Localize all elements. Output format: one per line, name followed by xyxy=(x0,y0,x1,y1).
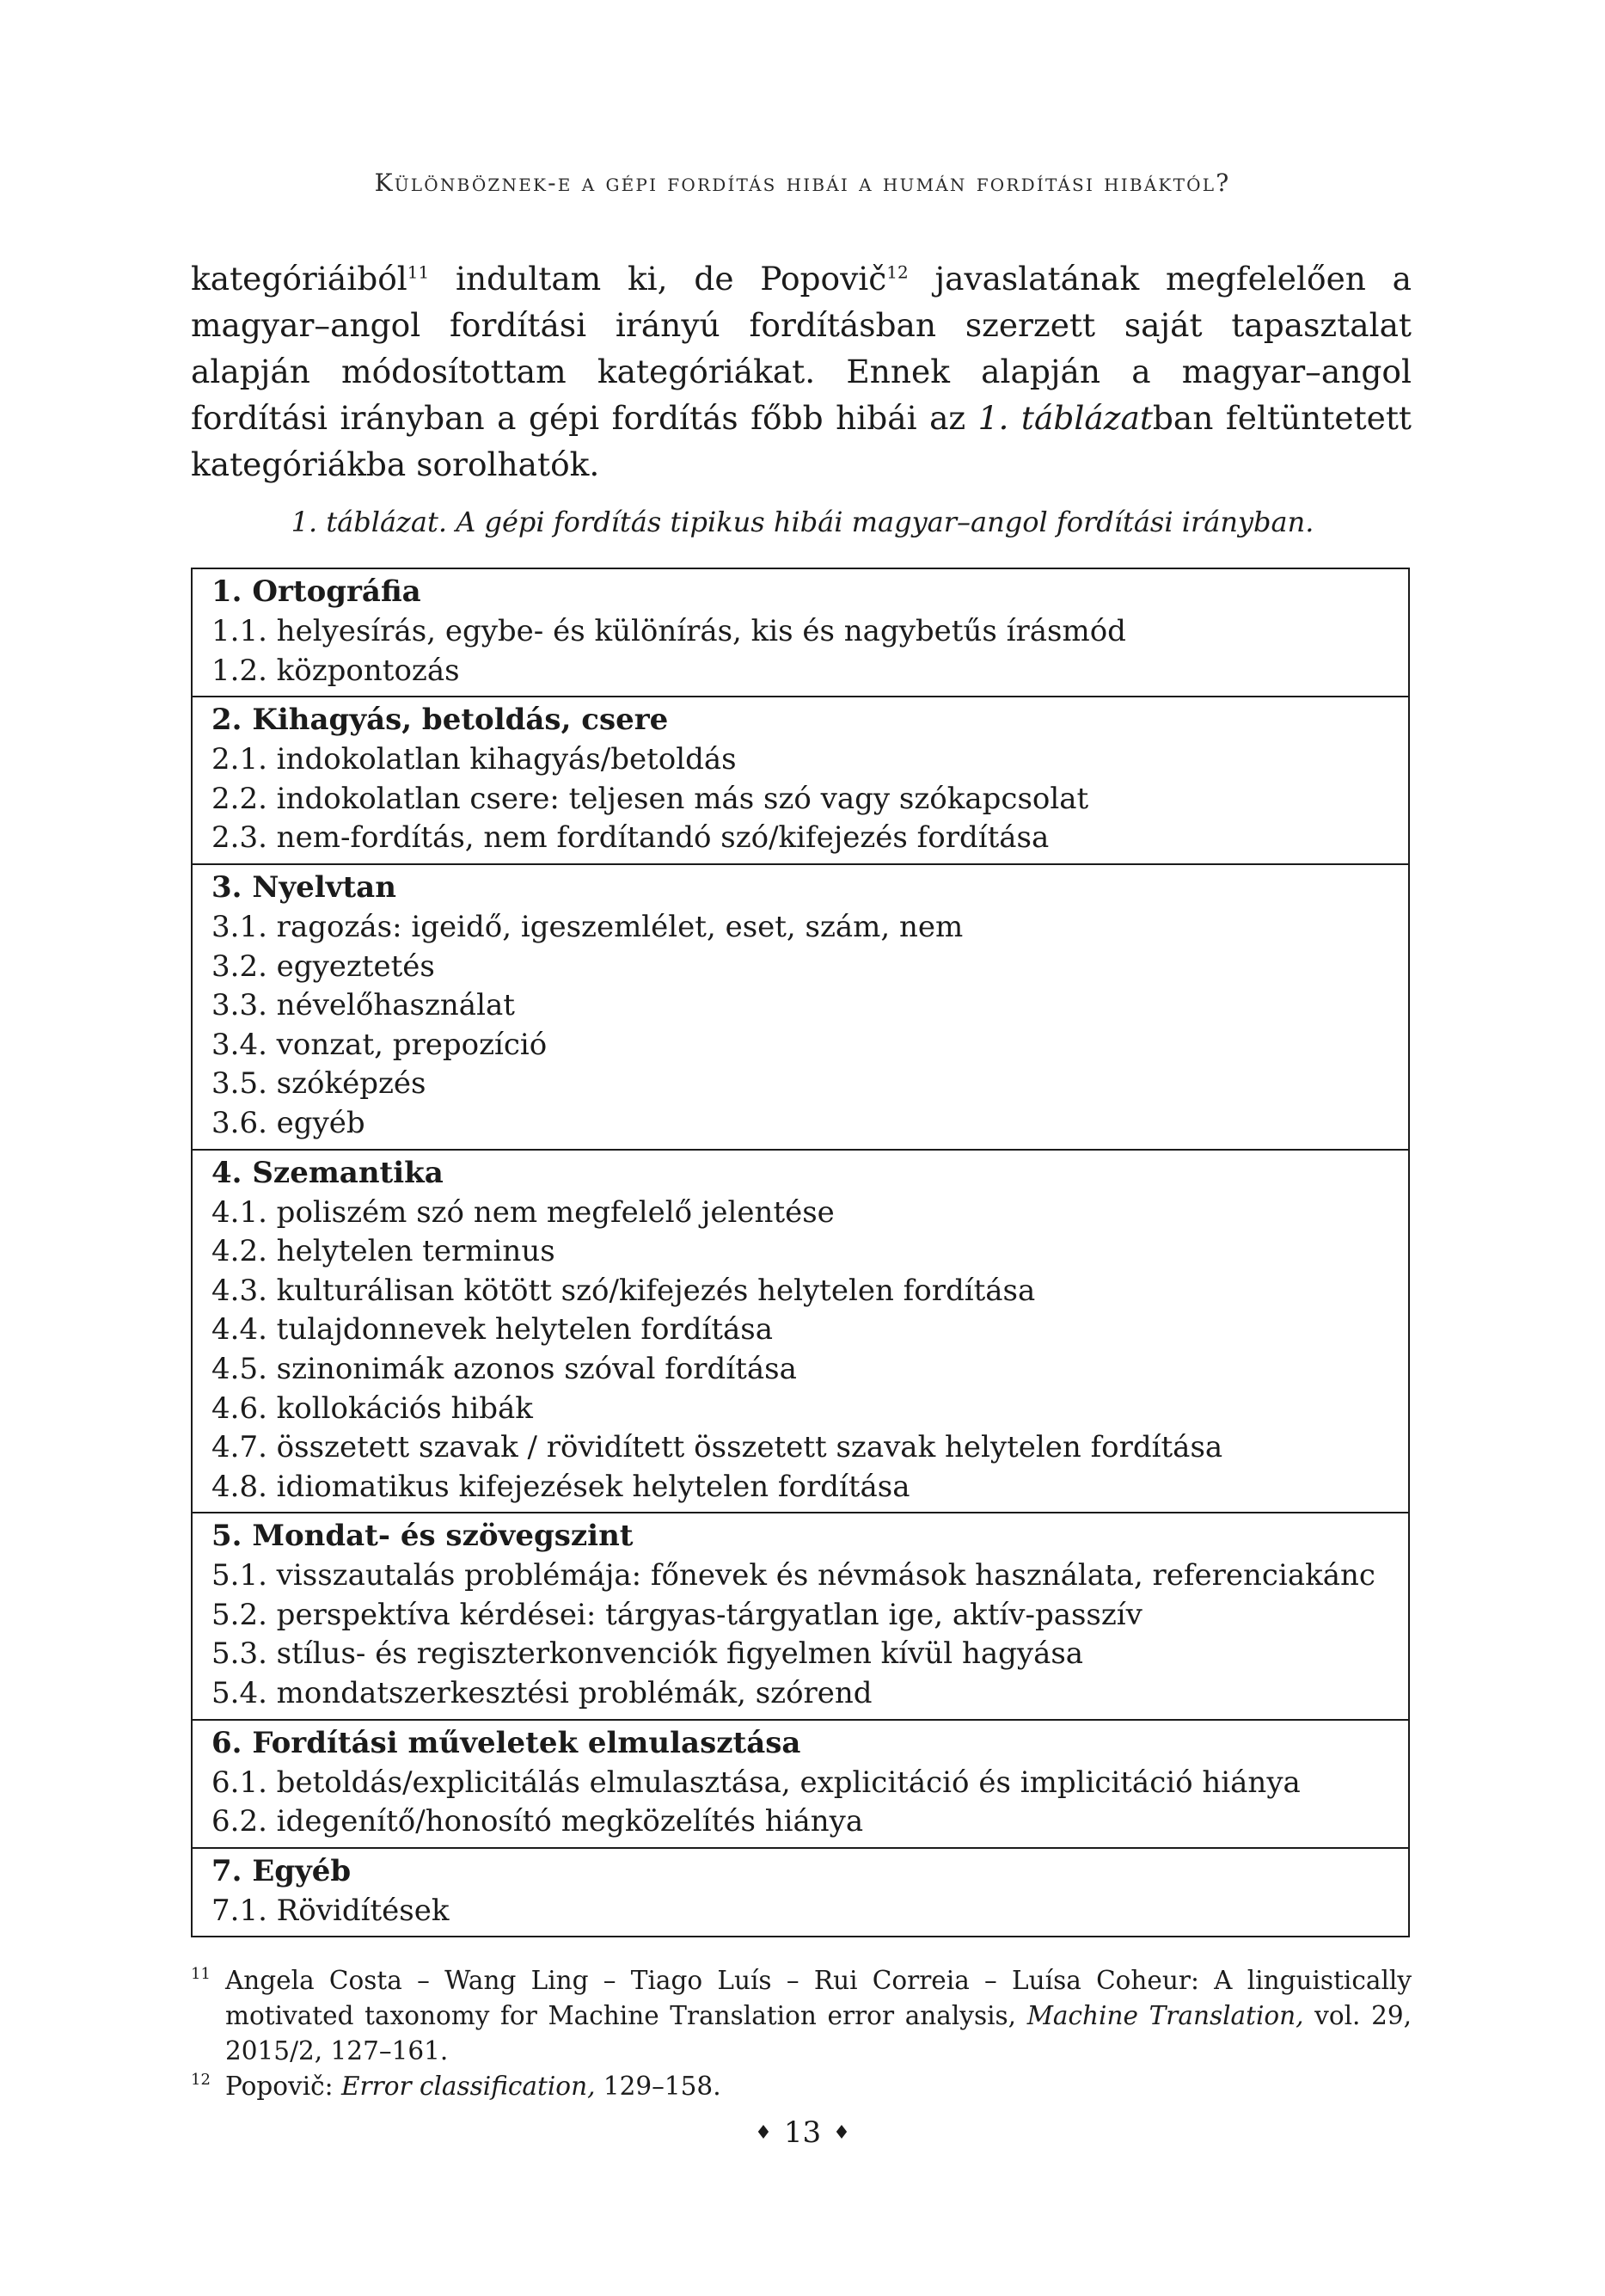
category-item: 2.3. nem-fordítás, nem fordítandó szó/kifejezés fordítása xyxy=(211,820,1050,856)
category-item: 3.4. vonzat, prepozíció xyxy=(211,1027,548,1062)
bullet-ornament: ♦ xyxy=(755,2122,772,2144)
category-cell xyxy=(192,1848,1409,1937)
body-paragraph xyxy=(191,255,1412,488)
bullet-ornament: ♦ xyxy=(833,2122,850,2144)
table-row xyxy=(192,1848,1409,1937)
category-cell xyxy=(192,1150,1409,1513)
category-item: 4.6. kollokációs hibák xyxy=(211,1390,533,1426)
page-number: 13 xyxy=(783,2115,822,2150)
category-item: 5.4. mondatszerkesztési problémák, szórend xyxy=(211,1676,873,1711)
category-item: 3.1. ragozás: igeidő, igeszemlélet, eset, szám, nem xyxy=(211,909,964,944)
category-title: 4. Szemantika xyxy=(211,1155,444,1190)
footnote-number: 12 xyxy=(191,2071,211,2089)
page-number-line xyxy=(0,2115,1605,2150)
footnote-text: Angela Costa – Wang Ling – Tiago Luís – Rui Correia – Luísa Coheur: A linguistically motivated taxonomy for Machine Translation error analysis, xyxy=(225,1966,1412,2030)
category-item: 5.1. visszautalás problémája: főnevek és névmások használata, referenciakánc xyxy=(211,1558,1375,1593)
category-item: 3.6. egyéb xyxy=(211,1105,365,1140)
paragraph-text: ban feltüntetett kategóriákba sorolhatók. xyxy=(191,399,1412,483)
category-item: 1.2. központozás xyxy=(211,653,460,688)
table-row xyxy=(192,1720,1409,1848)
category-item: 3.3. névelőhasználat xyxy=(211,988,515,1023)
category-item: 4.1. poliszém szó nem megfelelő jelentése xyxy=(211,1194,835,1230)
category-item: 4.2. helytelen terminus xyxy=(211,1234,555,1269)
running-head: Különböznek-e a gépi fordítás hibái a humán fordítási hibáktól? xyxy=(374,169,1231,197)
category-item: 4.5. szinonimák azonos szóval fordítása xyxy=(211,1351,797,1386)
paragraph-text: indultam ki, de Popovič xyxy=(429,260,887,298)
table-row xyxy=(192,568,1409,697)
category-title: 5. Mondat- és szövegszint xyxy=(211,1519,634,1554)
category-item: 1.1. helyesírás, egybe- és különírás, kis és nagybetűs írásmód xyxy=(211,614,1126,648)
table-row xyxy=(192,864,1409,1150)
footnote-ref-12[interactable]: 12 xyxy=(886,261,909,283)
footnote-ref-11[interactable]: 11 xyxy=(407,261,430,283)
category-item: 5.3. stílus- és regiszterkonvenciók figyelmen kívül hagyása xyxy=(211,1636,1084,1672)
category-title: 6. Fordítási műveletek elmulasztása xyxy=(211,1725,801,1760)
category-item: 6.1. betoldás/explicitálás elmulasztása, explicitáció és implicitáció hiánya xyxy=(211,1765,1301,1800)
footnote-italic: Machine Translation, xyxy=(1026,2001,1304,2030)
category-cell xyxy=(192,1513,1409,1719)
paragraph-text: kategóriáiból xyxy=(191,260,407,298)
category-cell xyxy=(192,864,1409,1150)
category-item: 4.4. tulajdonnevek helytelen fordítása xyxy=(211,1312,774,1348)
error-category-table xyxy=(191,568,1410,1937)
footnote-text-after: 129–158. xyxy=(595,2072,721,2101)
footnotes xyxy=(191,1963,1412,2104)
category-title: 2. Kihagyás, betoldás, csere xyxy=(211,703,669,738)
category-item: 4.7. összetett szavak / rövidített összetett szavak helytelen fordítása xyxy=(211,1430,1223,1465)
category-title: 3. Nyelvtan xyxy=(211,869,396,905)
footnote-text-after: vol. 29, 2015/2, 127–161. xyxy=(225,2001,1412,2066)
category-item: 3.5. szóképzés xyxy=(211,1066,426,1102)
footnote-text: Popovič: xyxy=(225,2072,341,2101)
footnote-italic: Error classification, xyxy=(341,2072,596,2101)
category-item: 6.2. idegenítő/honosító megközelítés hiánya xyxy=(211,1804,864,1839)
table-row xyxy=(192,1150,1409,1513)
table-body xyxy=(192,568,1409,1937)
category-item: 2.1. indokolatlan kihagyás/betoldás xyxy=(211,742,737,777)
category-title: 7. Egyéb xyxy=(211,1853,352,1888)
table-row xyxy=(192,697,1409,864)
category-cell xyxy=(192,1720,1409,1848)
category-item: 3.2. egyeztetés xyxy=(211,948,435,984)
category-item: 4.8. idiomatikus kifejezések helytelen fordítása xyxy=(211,1469,910,1504)
footnote-11 xyxy=(191,1963,1412,2069)
footnote-12 xyxy=(191,2069,1412,2104)
category-title: 1. Ortográfia xyxy=(211,574,421,609)
table-caption: 1. táblázat. A gépi fordítás tipikus hibái magyar–angol fordítási irányban. xyxy=(291,506,1314,538)
category-item: 5.2. perspektíva kérdései: tárgyas-tárgyatlan ige, aktív-passzív xyxy=(211,1597,1142,1632)
category-item: 2.2. indokolatlan csere: teljesen más szó vagy szókapcsolat xyxy=(211,781,1089,816)
table-reference: 1. táblázat xyxy=(977,399,1153,437)
category-item: 4.3. kulturálisan kötött szó/kifejezés helytelen fordítása xyxy=(211,1273,1036,1308)
paragraph-text: javaslatának megfelelően a magyar–angol fordítási irányú fordításban szerzett saját tapasztalat alapján módosítottam kategóriákat. Ennek alapján a magyar–angol fordítási irányban a gépi fordítás főbb hibái az xyxy=(191,260,1412,437)
category-cell xyxy=(192,697,1409,864)
category-item: 7.1. Rövidítések xyxy=(211,1893,450,1928)
category-cell xyxy=(192,568,1409,697)
table-row xyxy=(192,1513,1409,1719)
footnote-number: 11 xyxy=(191,1965,211,1983)
